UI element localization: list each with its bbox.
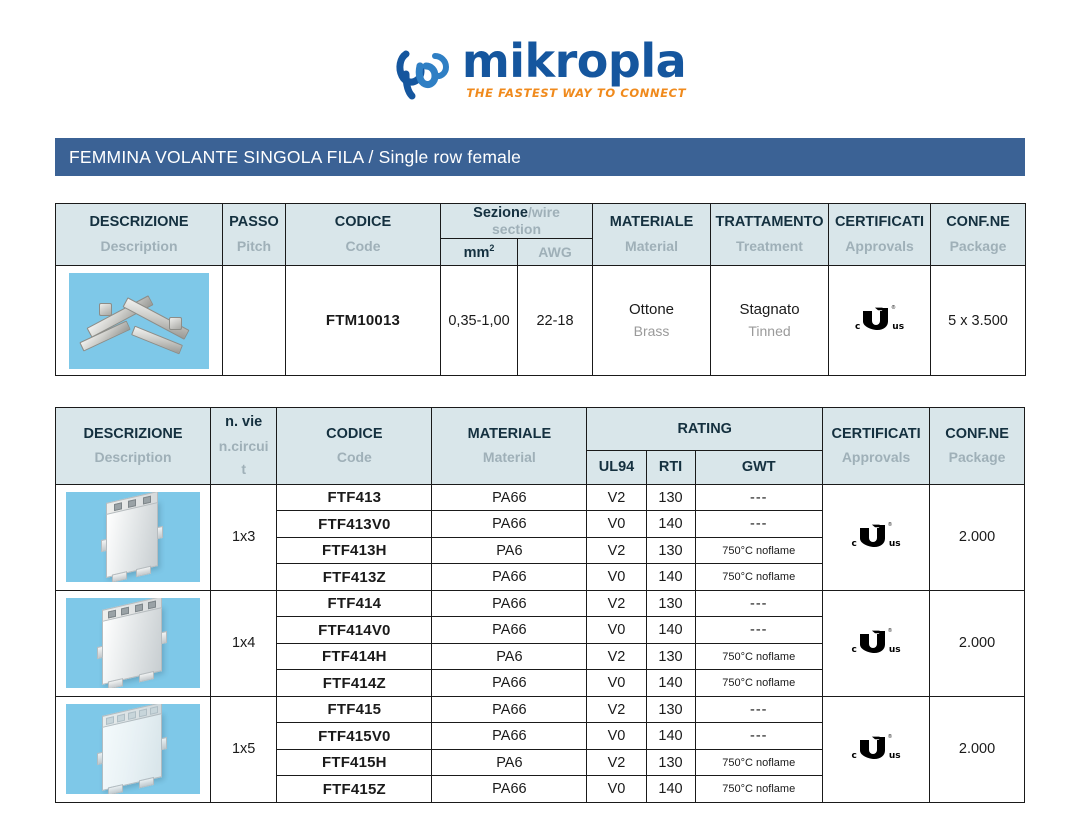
cell-certificati: [823, 696, 930, 802]
cell-ul94: V0: [587, 723, 646, 750]
cell-codice: FTF413H: [277, 537, 432, 564]
cell-materiale: PA6: [432, 749, 587, 776]
col-materiale: MATERIALE Material: [593, 204, 711, 266]
cell-rti: 140: [646, 723, 695, 750]
brand-tagline: THE FASTEST WAY TO CONNECT: [466, 86, 687, 101]
terminals-table: [55, 203, 1026, 376]
cell-gwt: 750°C noflame: [695, 564, 823, 591]
cell-ul94: V2: [587, 590, 646, 617]
col-rating-group: RATING: [587, 408, 823, 451]
cell-gwt: ---: [695, 723, 823, 750]
cell-gwt: ---: [695, 696, 823, 723]
col-descrizione: DESCRIZIONE Description: [56, 408, 211, 485]
col-certificati: CERTIFICATI Approvals: [829, 204, 931, 266]
col-confne: CONF.NE Package: [931, 204, 1026, 266]
product-image-cell: [56, 484, 211, 590]
cell-codice: FTF414Z: [277, 670, 432, 697]
mikropla-logo: [394, 33, 687, 101]
col-codice: CODICE Code: [286, 204, 441, 266]
cell-codice: FTM10013: [286, 266, 441, 376]
cell-rti: 130: [646, 537, 695, 564]
cell-materiale: PA66: [432, 511, 587, 538]
cell-gwt: ---: [695, 511, 823, 538]
cell-ul94: V0: [587, 564, 646, 591]
brand-header: [0, 0, 1080, 132]
col-materiale: MATERIALE Material: [432, 408, 587, 485]
cell-gwt: 750°C noflame: [695, 776, 823, 803]
cell-codice: FTF415: [277, 696, 432, 723]
section-title: FEMMINA VOLANTE SINGOLA FILA / Single row female: [69, 146, 522, 167]
cell-confne: 2.000: [930, 696, 1025, 802]
cell-gwt: ---: [695, 484, 823, 511]
cul-us-mark-icon: c ® us: [851, 627, 901, 656]
col-ul94: UL94: [587, 451, 646, 484]
cell-rti: 140: [646, 617, 695, 644]
cell-materiale: PA66: [432, 564, 587, 591]
connector-housing-1x5-photo: [66, 704, 200, 794]
cell-materiale: PA66: [432, 776, 587, 803]
section-banner: [55, 138, 1025, 176]
cell-mm2: 0,35-1,00: [441, 266, 518, 376]
col-nvie: n. vie n.circui t: [211, 408, 277, 485]
cul-us-mark-icon: c ® us: [854, 304, 905, 333]
connector-housing-1x3-photo: [66, 492, 200, 582]
connector-housing-1x4-photo: [66, 598, 200, 688]
mu-symbol-icon: [394, 44, 456, 100]
col-descrizione: DESCRIZIONE Description: [56, 204, 223, 266]
cell-codice: FTF414: [277, 590, 432, 617]
cell-gwt: 750°C noflame: [695, 670, 823, 697]
col-passo: PASSO Pitch: [223, 204, 286, 266]
cell-gwt: 750°C noflame: [695, 537, 823, 564]
cell-certificati: [823, 590, 930, 696]
col-awg: AWG: [518, 239, 593, 266]
cell-confne: 2.000: [930, 484, 1025, 590]
cell-materiale: Ottone Brass: [593, 266, 711, 376]
col-confne: CONF.NE Package: [930, 408, 1025, 485]
cell-codice: FTF415Z: [277, 776, 432, 803]
cell-ul94: V0: [587, 511, 646, 538]
col-codice: CODICE Code: [277, 408, 432, 485]
cell-rti: 130: [646, 484, 695, 511]
table-row: [56, 590, 1025, 617]
terminal-contact-photo: [69, 273, 209, 369]
cell-ul94: V2: [587, 643, 646, 670]
cell-nvie: 1x3: [211, 484, 277, 590]
cell-materiale: PA6: [432, 537, 587, 564]
product-group: [56, 696, 1025, 802]
brand-name: mikropla: [461, 33, 687, 88]
cell-confne: 5 x 3.500: [931, 266, 1026, 376]
cell-materiale: PA66: [432, 696, 587, 723]
cell-awg: 22-18: [518, 266, 593, 376]
cell-rti: 130: [646, 590, 695, 617]
cell-confne: 2.000: [930, 590, 1025, 696]
cell-certificati: [823, 484, 930, 590]
product-group: [56, 590, 1025, 696]
cell-codice: FTF414V0: [277, 617, 432, 644]
cell-certificati: [829, 266, 931, 376]
cell-gwt: ---: [695, 590, 823, 617]
col-rti: RTI: [646, 451, 695, 484]
cell-codice: FTF413Z: [277, 564, 432, 591]
cell-passo: [223, 266, 286, 376]
cell-codice: FTF415V0: [277, 723, 432, 750]
cell-codice: FTF413: [277, 484, 432, 511]
cell-ul94: V2: [587, 696, 646, 723]
product-image-cell: [56, 266, 223, 376]
table-row: [56, 484, 1025, 511]
cell-materiale: PA66: [432, 590, 587, 617]
product-image-cell: [56, 696, 211, 802]
cell-ul94: V0: [587, 617, 646, 644]
cell-gwt: 750°C noflame: [695, 643, 823, 670]
cell-trattamento: Stagnato Tinned: [711, 266, 829, 376]
product-group: [56, 484, 1025, 590]
cell-ul94: V0: [587, 670, 646, 697]
cell-codice: FTF413V0: [277, 511, 432, 538]
table-row: [56, 696, 1025, 723]
product-image-cell: [56, 590, 211, 696]
table-row: [56, 266, 1026, 376]
cell-rti: 130: [646, 749, 695, 776]
cell-ul94: V0: [587, 776, 646, 803]
cell-codice: FTF414H: [277, 643, 432, 670]
cell-rti: 140: [646, 511, 695, 538]
col-mm2: $mm^2$: [441, 239, 518, 266]
cell-materiale: PA66: [432, 484, 587, 511]
cell-ul94: V2: [587, 484, 646, 511]
housings-table: [55, 407, 1025, 803]
col-gwt: GWT: [695, 451, 823, 484]
cell-rti: 140: [646, 564, 695, 591]
cell-rti: 130: [646, 643, 695, 670]
cell-rti: 130: [646, 696, 695, 723]
col-certificati: CERTIFICATI Approvals: [823, 408, 930, 485]
cell-materiale: PA6: [432, 643, 587, 670]
cell-codice: FTF415H: [277, 749, 432, 776]
cell-nvie: 1x4: [211, 590, 277, 696]
cell-materiale: PA66: [432, 617, 587, 644]
cell-materiale: PA66: [432, 723, 587, 750]
cell-materiale: PA66: [432, 670, 587, 697]
cell-ul94: V2: [587, 749, 646, 776]
cul-us-mark-icon: c ® us: [851, 521, 901, 550]
cell-nvie: 1x5: [211, 696, 277, 802]
col-trattamento: TRATTAMENTO Treatment: [711, 204, 829, 266]
cell-rti: 140: [646, 776, 695, 803]
cul-us-mark-icon: c ® us: [851, 733, 901, 762]
cell-ul94: V2: [587, 537, 646, 564]
col-sezione-group: Sezione/wire section: [441, 204, 593, 239]
cell-gwt: ---: [695, 617, 823, 644]
cell-rti: 140: [646, 670, 695, 697]
cell-gwt: 750°C noflame: [695, 749, 823, 776]
